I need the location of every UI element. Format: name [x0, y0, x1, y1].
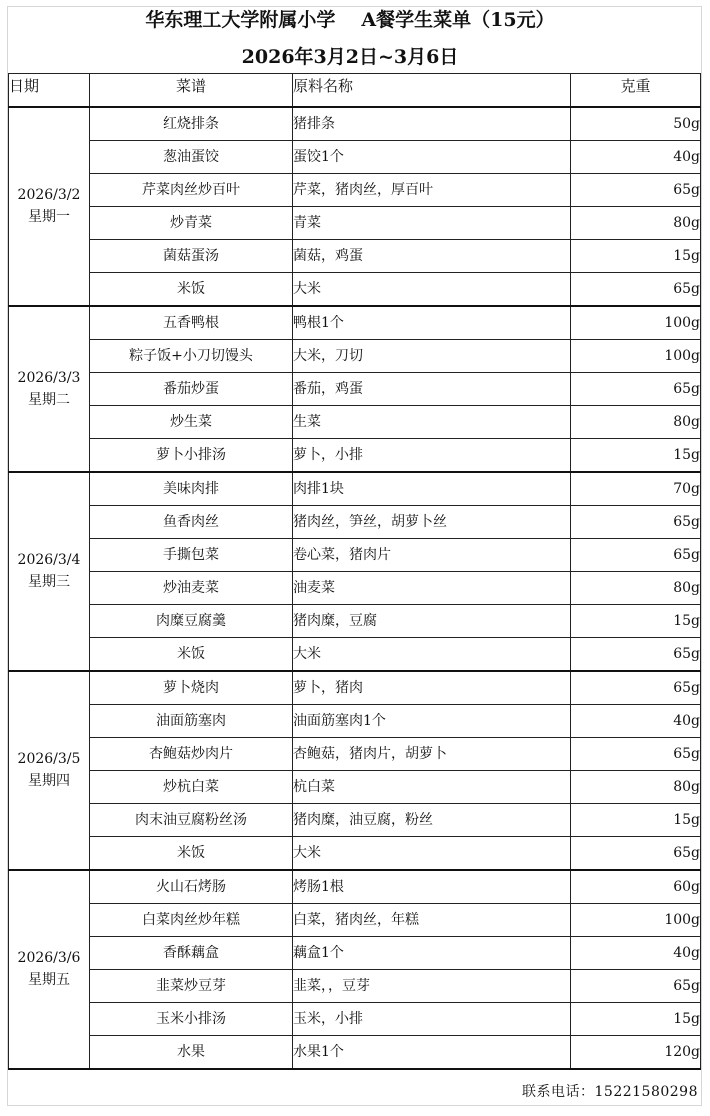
weight: 80g	[571, 571, 701, 604]
day-cell	[9, 306, 90, 472]
dish-name: 米饭	[90, 836, 293, 870]
ingredients: 萝卜，猪肉	[293, 671, 571, 705]
weight: 65g	[571, 737, 701, 770]
weight: 65g	[571, 505, 701, 538]
ingredients: 杭白菜	[293, 770, 571, 803]
table-header-row	[9, 74, 701, 107]
table-row	[9, 239, 701, 272]
table-row	[9, 140, 701, 173]
dish-name: 水果	[90, 1035, 293, 1069]
dish-name: 炒生菜	[90, 405, 293, 438]
weight: 65g	[571, 836, 701, 870]
weight: 80g	[571, 206, 701, 239]
weight: 15g	[571, 438, 701, 472]
dish-name: 香酥藕盒	[90, 936, 293, 969]
dish-name: 炒杭白菜	[90, 770, 293, 803]
table-row	[9, 438, 701, 472]
table-row	[9, 903, 701, 936]
dish-name: 葱油蛋饺	[90, 140, 293, 173]
weight: 40g	[571, 936, 701, 969]
ingredients: 芹菜，猪肉丝，厚百叶	[293, 173, 571, 206]
table-row	[9, 472, 701, 506]
ingredients: 番茄，鸡蛋	[293, 372, 571, 405]
table-row	[9, 538, 701, 571]
date-range: 2026年3月2日~3月6日	[241, 46, 459, 68]
weight: 65g	[571, 538, 701, 571]
table-row	[9, 936, 701, 969]
dish-name: 炒青菜	[90, 206, 293, 239]
dish-name: 米饭	[90, 637, 293, 671]
weight: 70g	[571, 472, 701, 506]
table-row	[9, 770, 701, 803]
day-weekday: 星期三	[28, 574, 70, 590]
ingredients: 猪排条	[293, 107, 571, 141]
page-title	[0, 6, 700, 34]
table-row	[9, 737, 701, 770]
ingredients: 大米，刀切	[293, 339, 571, 372]
weight: 80g	[571, 405, 701, 438]
weight: 65g	[571, 969, 701, 1002]
header-ingredients: 原料名称	[293, 74, 571, 107]
dish-name: 玉米小排汤	[90, 1002, 293, 1035]
ingredients: 菌菇，鸡蛋	[293, 239, 571, 272]
weight: 40g	[571, 704, 701, 737]
ingredients: 白菜，猪肉丝，年糕	[293, 903, 571, 936]
weight: 50g	[571, 107, 701, 141]
dish-name: 手撕包菜	[90, 538, 293, 571]
dish-name: 白菜肉丝炒年糕	[90, 903, 293, 936]
table-row	[9, 306, 701, 340]
day-date: 2026/3/2	[17, 187, 81, 203]
dish-name: 五香鸭根	[90, 306, 293, 340]
table-row	[9, 671, 701, 705]
table-row	[9, 637, 701, 671]
dish-name: 芹菜肉丝炒百叶	[90, 173, 293, 206]
table-row	[9, 1035, 701, 1069]
dish-name: 肉糜豆腐羹	[90, 604, 293, 637]
weight: 100g	[571, 903, 701, 936]
dish-name: 鱼香肉丝	[90, 505, 293, 538]
table-row	[9, 505, 701, 538]
menu-table	[8, 73, 701, 1070]
ingredients: 青菜	[293, 206, 571, 239]
ingredients: 水果1个	[293, 1035, 571, 1069]
weight: 15g	[571, 239, 701, 272]
dish-name: 肉末油豆腐粉丝汤	[90, 803, 293, 836]
ingredients: 蛋饺1个	[293, 140, 571, 173]
day-weekday: 星期一	[28, 209, 70, 225]
ingredients: 卷心菜，猪肉片	[293, 538, 571, 571]
table-row	[9, 173, 701, 206]
ingredients: 油麦菜	[293, 571, 571, 604]
dish-name: 番茄炒蛋	[90, 372, 293, 405]
ingredients: 烤肠1根	[293, 870, 571, 904]
day-date: 2026/3/4	[17, 552, 81, 568]
table-row	[9, 704, 701, 737]
weight: 15g	[571, 803, 701, 836]
ingredients: 猪肉丝，笋丝，胡萝卜丝	[293, 505, 571, 538]
table-row	[9, 272, 701, 306]
table-row	[9, 870, 701, 904]
ingredients: 萝卜，小排	[293, 438, 571, 472]
weight: 80g	[571, 770, 701, 803]
header-date: 日期	[9, 74, 90, 107]
dish-name: 萝卜小排汤	[90, 438, 293, 472]
ingredients: 大米	[293, 637, 571, 671]
dish-name: 杏鲍菇炒肉片	[90, 737, 293, 770]
day-cell	[9, 107, 90, 306]
dish-name: 韭菜炒豆芽	[90, 969, 293, 1002]
menu-body	[9, 107, 701, 1069]
dish-name: 油面筋塞肉	[90, 704, 293, 737]
dish-name: 萝卜烧肉	[90, 671, 293, 705]
header-weight: 克重	[571, 74, 701, 107]
day-weekday: 星期四	[28, 773, 70, 789]
table-row	[9, 206, 701, 239]
ingredients: 杏鲍菇，猪肉片，胡萝卜	[293, 737, 571, 770]
ingredients: 猪肉糜，油豆腐，粉丝	[293, 803, 571, 836]
dish-name: 菌菇蛋汤	[90, 239, 293, 272]
table-row	[9, 836, 701, 870]
weight: 120g	[571, 1035, 701, 1069]
weight: 65g	[571, 272, 701, 306]
weight: 15g	[571, 1002, 701, 1035]
weight: 100g	[571, 306, 701, 340]
dish-name: 米饭	[90, 272, 293, 306]
table-row	[9, 372, 701, 405]
ingredients: 藕盒1个	[293, 936, 571, 969]
weight: 65g	[571, 372, 701, 405]
meal-name: A餐学生菜单（15元）	[361, 9, 555, 31]
day-cell	[9, 870, 90, 1069]
ingredients: 肉排1块	[293, 472, 571, 506]
ingredients: 油面筋塞肉1个	[293, 704, 571, 737]
table-row	[9, 107, 701, 141]
dish-name: 炒油麦菜	[90, 571, 293, 604]
table-row	[9, 571, 701, 604]
weight: 100g	[571, 339, 701, 372]
weight: 65g	[571, 173, 701, 206]
day-date: 2026/3/3	[17, 369, 81, 386]
weight: 65g	[571, 637, 701, 671]
header-dish: 菜谱	[90, 74, 293, 107]
table-row	[9, 803, 701, 836]
ingredients: 大米	[293, 272, 571, 306]
contact-phone: 联系电话：15221580298	[522, 1084, 698, 1100]
table-row	[9, 604, 701, 637]
weight: 60g	[571, 870, 701, 904]
school-name: 华东理工大学附属小学	[145, 9, 336, 31]
day-weekday: 星期五	[28, 972, 70, 988]
dish-name: 粽子饭+小刀切馒头	[90, 339, 293, 372]
ingredients: 猪肉糜，豆腐	[293, 604, 571, 637]
dish-name: 火山石烤肠	[90, 870, 293, 904]
day-cell	[9, 472, 90, 671]
day-date: 2026/3/5	[17, 751, 81, 767]
day-cell	[9, 671, 90, 870]
dish-name: 美味肉排	[90, 472, 293, 506]
table-row	[9, 339, 701, 372]
weight: 15g	[571, 604, 701, 637]
table-row	[9, 1002, 701, 1035]
table-row	[9, 405, 701, 438]
ingredients: 生菜	[293, 405, 571, 438]
ingredients: 韭菜，，豆芽	[293, 969, 571, 1002]
day-date: 2026/3/6	[17, 950, 81, 966]
weight: 40g	[571, 140, 701, 173]
ingredients: 大米	[293, 836, 571, 870]
ingredients: 玉米，小排	[293, 1002, 571, 1035]
dish-name: 红烧排条	[90, 107, 293, 141]
weight: 65g	[571, 671, 701, 705]
day-weekday: 星期二	[28, 391, 70, 408]
ingredients: 鸭根1个	[293, 306, 571, 340]
table-row	[9, 969, 701, 1002]
